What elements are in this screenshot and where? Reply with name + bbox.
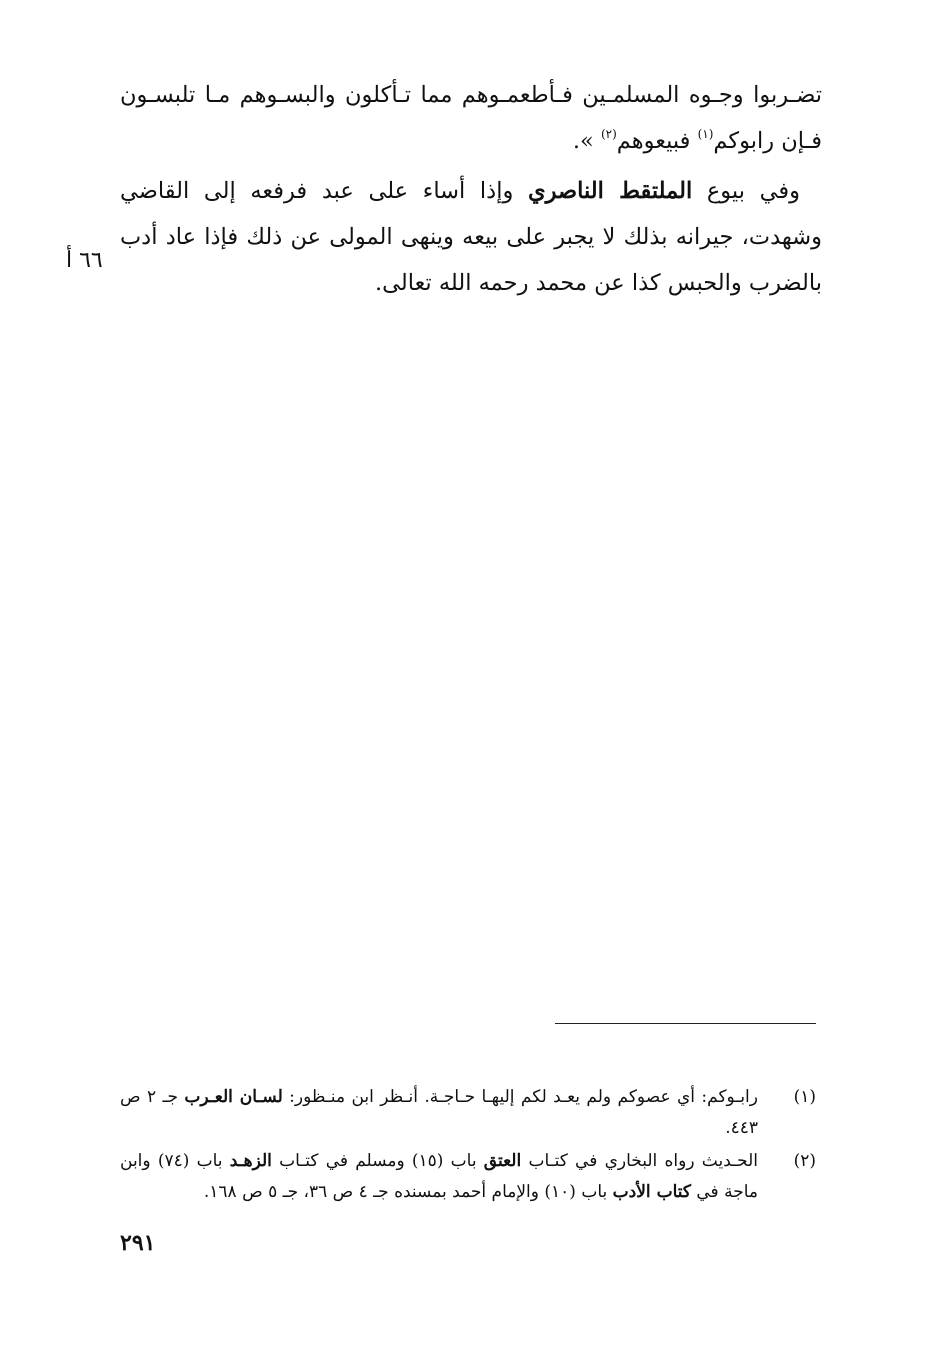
footnote-number: (٢)	[793, 1151, 816, 1171]
footnote-1	[120, 1082, 816, 1144]
footnote-book-title: العتق	[483, 1151, 522, 1171]
footnote-text-b: جـ ٢ ص ٤٤٣.	[120, 1087, 758, 1138]
footnote-text-a: رابـوكم: أي عصوكم ولم يعـد لكم إليهـا حـاجـة. أنـظر ابن منـظور:	[282, 1087, 758, 1107]
paragraph-ruling-text: وإذا أساء على عبد فرفعه إلى القاضي وشهدت، جيرانه بذلك لا يجبر على بيعه وينهى المولى عن ذلك فإذا عاد أدب بالضرب والحبس كذا عن محمد رحمه الله تعالى.	[120, 178, 822, 296]
footnote-source-title: لسـان العـرب	[184, 1087, 283, 1107]
footnote-ref-2[interactable]: (٢)	[600, 127, 617, 141]
footnote-text	[120, 1082, 758, 1144]
footnotes	[120, 1082, 816, 1210]
paragraph-ruling-prefix: وفي بيوع	[692, 178, 800, 204]
footnote-number: (١)	[793, 1087, 816, 1107]
footnote-ref-1[interactable]: (١)	[697, 127, 714, 141]
main-text	[120, 72, 822, 306]
footnote-book-title: كتاب الأدب	[612, 1182, 691, 1202]
paragraph-hadith-text-b: فبيعوهم	[616, 128, 698, 154]
footnote-text-d: باب (١٠) والإمام أحمد بمسنده جـ ٤ ص ٣٦، جـ ٥ ص ١٦٨.	[203, 1182, 613, 1202]
manuscript-folio-marker: ٦٦ أ	[66, 248, 103, 273]
paragraph-ruling	[120, 168, 822, 306]
paragraph-hadith-text-a: تضـربوا وجـوه المسلمـين فـأطعمـوهم مما تـأكلون والبسـوهم مـا تلبسـون فـإن رابوكم	[120, 82, 822, 154]
footnote-text-b: باب (١٥) ومسلم في كتـاب	[271, 1151, 484, 1171]
footnote-text	[120, 1146, 758, 1208]
footnote-text-a: الحـديث رواه البخاري في كتـاب	[521, 1151, 758, 1171]
page-number: ٢٩١	[120, 1230, 156, 1256]
paragraph-hadith	[120, 72, 822, 164]
footnote-text-c: باب (٧٤) وابن ماجة في	[120, 1151, 758, 1202]
footnote-book-title: الزهـد	[229, 1151, 272, 1171]
paragraph-hadith-text-c: ».	[572, 128, 601, 154]
footnote-separator	[555, 1023, 816, 1024]
footnote-2	[120, 1146, 816, 1208]
source-title: الملتقط الناصري	[527, 178, 693, 204]
